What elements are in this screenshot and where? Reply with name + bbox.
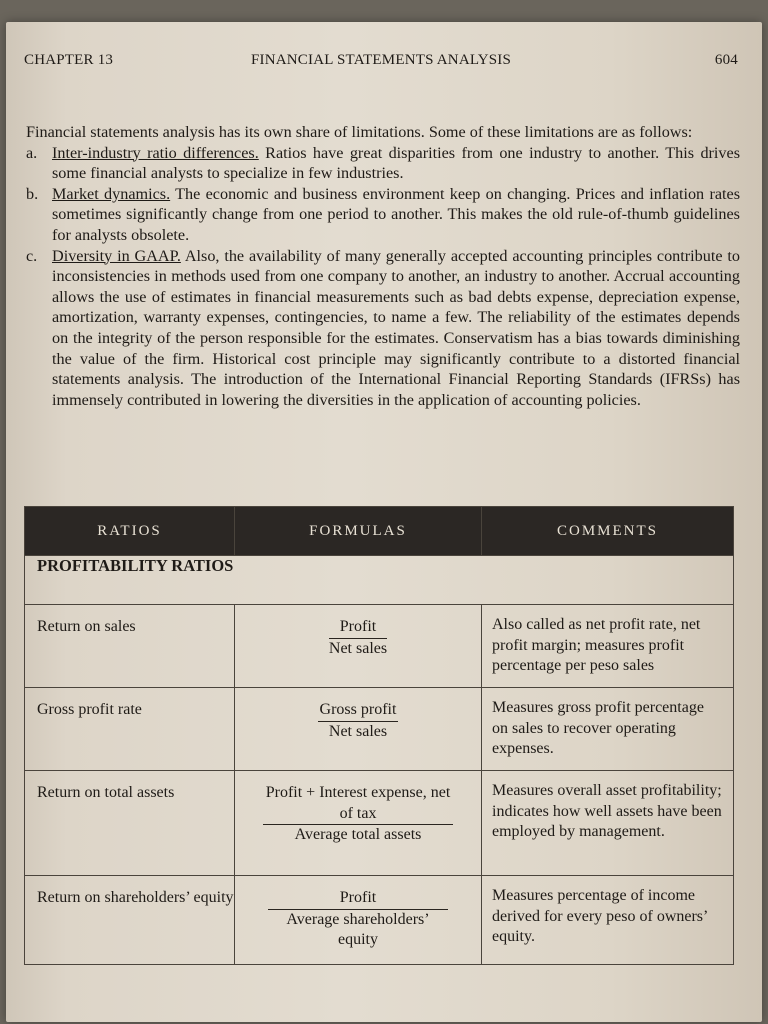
formula-cell <box>235 688 482 771</box>
section-title: PROFITABILITY RATIOS <box>25 556 734 605</box>
list-letter: c. <box>26 246 38 265</box>
page-number: 604 <box>714 52 738 68</box>
section-row <box>25 556 734 605</box>
chapter-label: CHAPTER 13 <box>24 52 114 68</box>
table-row <box>25 605 734 688</box>
formula-fraction <box>268 888 448 951</box>
limitations-section <box>26 122 740 410</box>
page-header <box>24 52 738 76</box>
ratio-name: Return on shareholders’ equity <box>25 876 235 965</box>
book-page <box>6 22 762 1022</box>
column-header-ratios: RATIOS <box>25 507 235 556</box>
formula-denominator: Average shareholders’ equity <box>286 910 430 948</box>
ratio-name: Gross profit rate <box>25 688 235 771</box>
ratios-table <box>24 506 734 965</box>
formula-cell <box>235 876 482 965</box>
list-letter: b. <box>26 184 39 203</box>
limitation-text: Also, the availability of many generally accepted accounting principles contribute to inconsistencies in methods used from one company to another, an industry to another. Accrual accounting allows the use of estimates in financial measurements such as bad debts expense, depreciation expense, amortization, warranty expenses, contingencies, to name a few. The reliability of the estimates depends on the integrity of the person responsible for the estimates. Conservatism has a bias towards diminishing the value of the firm. Historical cost principle may significantly contribute to a distorted financial statements analysis. The introduction of the International Financial Reporting Standards (IFRSs) has immensely contributed in lowering the diversities in the application of accounting policies. <box>52 246 740 409</box>
column-header-comments: COMMENTS <box>482 507 734 556</box>
formula-cell <box>235 771 482 876</box>
formula-numerator: Profit <box>329 617 387 639</box>
formula-denominator: Net sales <box>328 722 388 740</box>
formula-numerator: Gross profit <box>318 700 399 722</box>
list-item <box>26 143 740 184</box>
list-item <box>26 184 740 246</box>
formula-fraction <box>329 617 387 659</box>
limitation-heading: Inter-industry ratio differences. <box>52 143 259 162</box>
column-header-formulas: FORMULAS <box>235 507 482 556</box>
ratio-name: Return on sales <box>25 605 235 688</box>
ratio-name: Return on total assets <box>25 771 235 876</box>
comment-cell: Measures gross profit percentage on sales to recover operating expenses. <box>482 688 734 771</box>
list-item <box>26 246 740 411</box>
limitations-list <box>26 143 740 411</box>
formula-fraction <box>318 700 399 742</box>
limitation-text: Ratios have great disparities from one industry to another. This drives some financial analysts to specialize in few industries. <box>52 143 740 183</box>
formula-cell <box>235 605 482 688</box>
intro-paragraph: Financial statements analysis has its own share of limitations. Some of these limitations are as follows: <box>26 123 693 141</box>
limitation-heading: Diversity in GAAP. <box>52 246 181 265</box>
table-header-row <box>25 507 734 556</box>
comment-cell: Also called as net profit rate, net profit margin; measures profit percentage per peso sales <box>482 605 734 688</box>
chapter-title: FINANCIAL STATEMENTS ANALYSIS <box>250 52 512 68</box>
comment-cell: Measures overall asset profitability; indicates how well assets have been employed by management. <box>482 771 734 876</box>
limitation-text: The economic and business environment keep on changing. Prices and inflation rates sometimes significantly change from one period to another. This makes the old rule-of-thumb guidelines for analysts obsolete. <box>52 184 740 244</box>
list-letter: a. <box>26 143 38 162</box>
formula-denominator: Net sales <box>328 639 388 657</box>
table-row <box>25 688 734 771</box>
table-row <box>25 771 734 876</box>
formula-denominator: Average total assets <box>294 826 422 843</box>
formula-numerator: Profit <box>268 888 448 910</box>
table-row <box>25 876 734 965</box>
comment-cell: Measures percentage of income derived for every peso of owners’ equity. <box>482 876 734 965</box>
formula-fraction <box>263 783 453 846</box>
formula-numerator: Profit + Interest expense, net of tax <box>263 783 453 825</box>
limitation-heading: Market dynamics. <box>52 184 171 203</box>
